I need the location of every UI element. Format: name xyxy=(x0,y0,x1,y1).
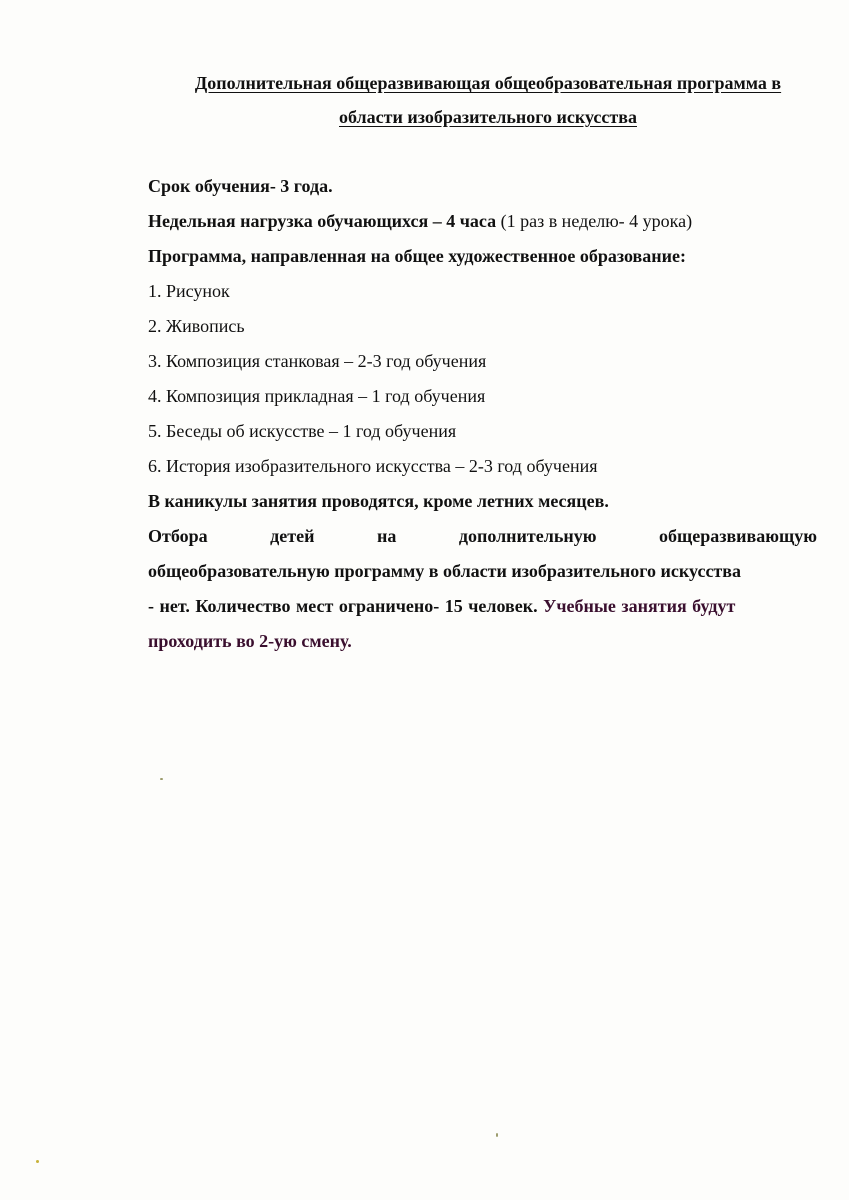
subject-item-4: 4. Композиция прикладная – 1 год обучения xyxy=(148,386,486,406)
selection-line-4: проходить во 2-ую смену. xyxy=(148,631,352,651)
subject-item-5: 5. Беседы об искусстве – 1 год обучения xyxy=(148,421,457,441)
selection-word-5: общеразвивающую xyxy=(659,526,817,546)
selection-line-3-part-2: Учебные занятия будут xyxy=(543,596,736,616)
weekly-load-detail: (1 раз в неделю- 4 урока) xyxy=(496,211,693,231)
scan-speck xyxy=(36,1160,39,1163)
weekly-load-bold: Недельная нагрузка обучающихся – 4 часа xyxy=(148,211,497,231)
subject-item-1: 1. Рисунок xyxy=(148,281,230,301)
weekly-load xyxy=(148,211,692,232)
scan-speck xyxy=(160,778,163,780)
selection-word-4: дополнительную xyxy=(458,526,597,546)
program-heading: Программа, направленная на общее художественное образование: xyxy=(148,246,686,266)
selection-word-3: на xyxy=(376,526,397,546)
document-title-line-2: области изобразительного искусства xyxy=(339,107,637,127)
document-title-line-1: Дополнительная общеразвивающая общеобразовательная программа в xyxy=(194,73,782,93)
subject-item-3: 3. Композиция станковая – 2-3 год обучения xyxy=(148,351,487,371)
selection-line-2: общеобразовательную программу в области изобразительного искусства xyxy=(148,561,741,581)
selection-word-1: Отбора xyxy=(148,526,208,546)
selection-word-2: детей xyxy=(270,526,315,546)
selection-line-1 xyxy=(148,526,817,547)
holidays-note: В каникулы занятия проводятся, кроме летних месяцев. xyxy=(148,491,609,511)
study-duration: Срок обучения- 3 года. xyxy=(148,176,333,196)
selection-line-3 xyxy=(148,596,735,617)
subject-item-2: 2. Живопись xyxy=(148,316,245,336)
selection-line-3-part-1: - нет. Количество мест ограничено- 15 человек. xyxy=(148,596,538,616)
scan-speck xyxy=(496,1133,498,1137)
subject-item-6: 6. История изобразительного искусства – 2-3 год обучения xyxy=(148,456,598,476)
